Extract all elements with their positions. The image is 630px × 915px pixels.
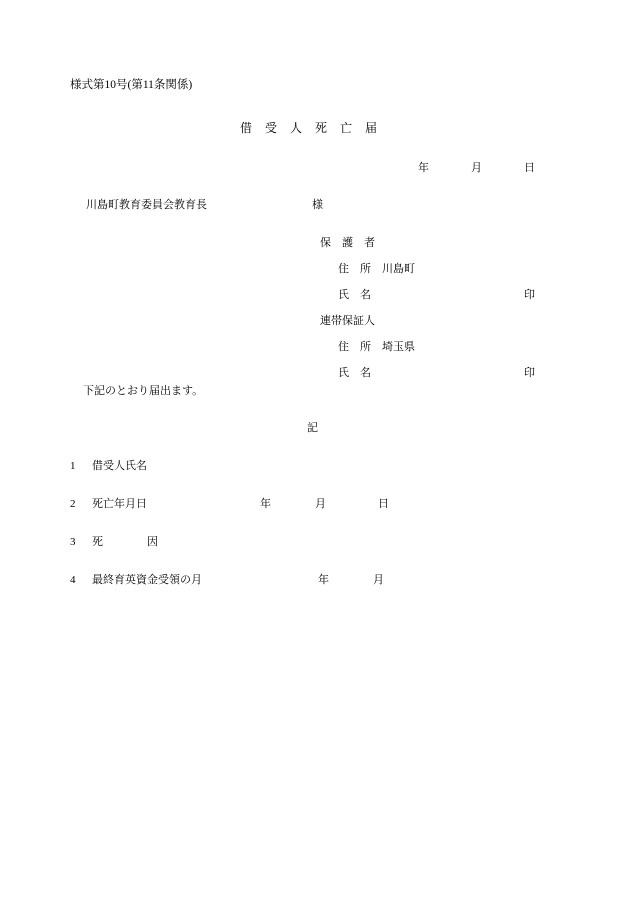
death-year-label: 年	[260, 498, 271, 510]
guardian-address-label: 住 所	[338, 263, 371, 275]
guardian-name-label: 氏 名	[338, 289, 371, 301]
ki-mark: 記	[307, 422, 318, 434]
item-label-cause-of-death: 死 因	[92, 536, 158, 548]
form-number: 様式第10号(第11条関係)	[70, 79, 193, 91]
item-number: 3	[70, 536, 76, 548]
cosigner-seal-mark: 印	[524, 367, 535, 379]
guardian-seal-mark: 印	[524, 289, 535, 301]
guardian-label: 保 護 者	[320, 237, 375, 249]
date-month-label: 月	[471, 162, 482, 174]
cosigner-label: 連帯保証人	[320, 315, 375, 327]
intro-text: 下記のとおり届出ます。	[83, 385, 204, 397]
date-year-label: 年	[418, 162, 429, 174]
item-death-date-fields	[260, 497, 389, 511]
item-number: 2	[70, 498, 76, 510]
date-day-label: 日	[524, 162, 535, 174]
guardian-address-value: 川島町	[382, 263, 415, 275]
cosigner-name-label: 氏 名	[338, 367, 371, 379]
death-month-label: 月	[315, 498, 326, 510]
addressee: 川島町教育委員会教育長	[86, 199, 207, 211]
cosigner-address-value: 埼玉県	[382, 341, 415, 353]
death-day-label: 日	[378, 498, 389, 510]
page-title: 借 受 人 死 亡 届	[240, 121, 378, 135]
item-last-payment-fields	[318, 573, 384, 587]
guardian-address	[338, 262, 415, 276]
cosigner-address-label: 住 所	[338, 341, 371, 353]
item-label-last-payment-month: 最終育英資金受領の月	[92, 574, 202, 586]
item-number: 4	[70, 574, 76, 586]
item-number: 1	[70, 460, 76, 472]
item-label-death-date: 死亡年月日	[92, 498, 147, 510]
last-payment-year-label: 年	[318, 574, 329, 586]
item-label-borrower-name: 借受人氏名	[92, 460, 147, 472]
last-payment-month-label: 月	[373, 574, 384, 586]
addressee-honorific: 様	[312, 199, 323, 211]
cosigner-address	[338, 340, 415, 354]
date-line	[418, 161, 535, 175]
